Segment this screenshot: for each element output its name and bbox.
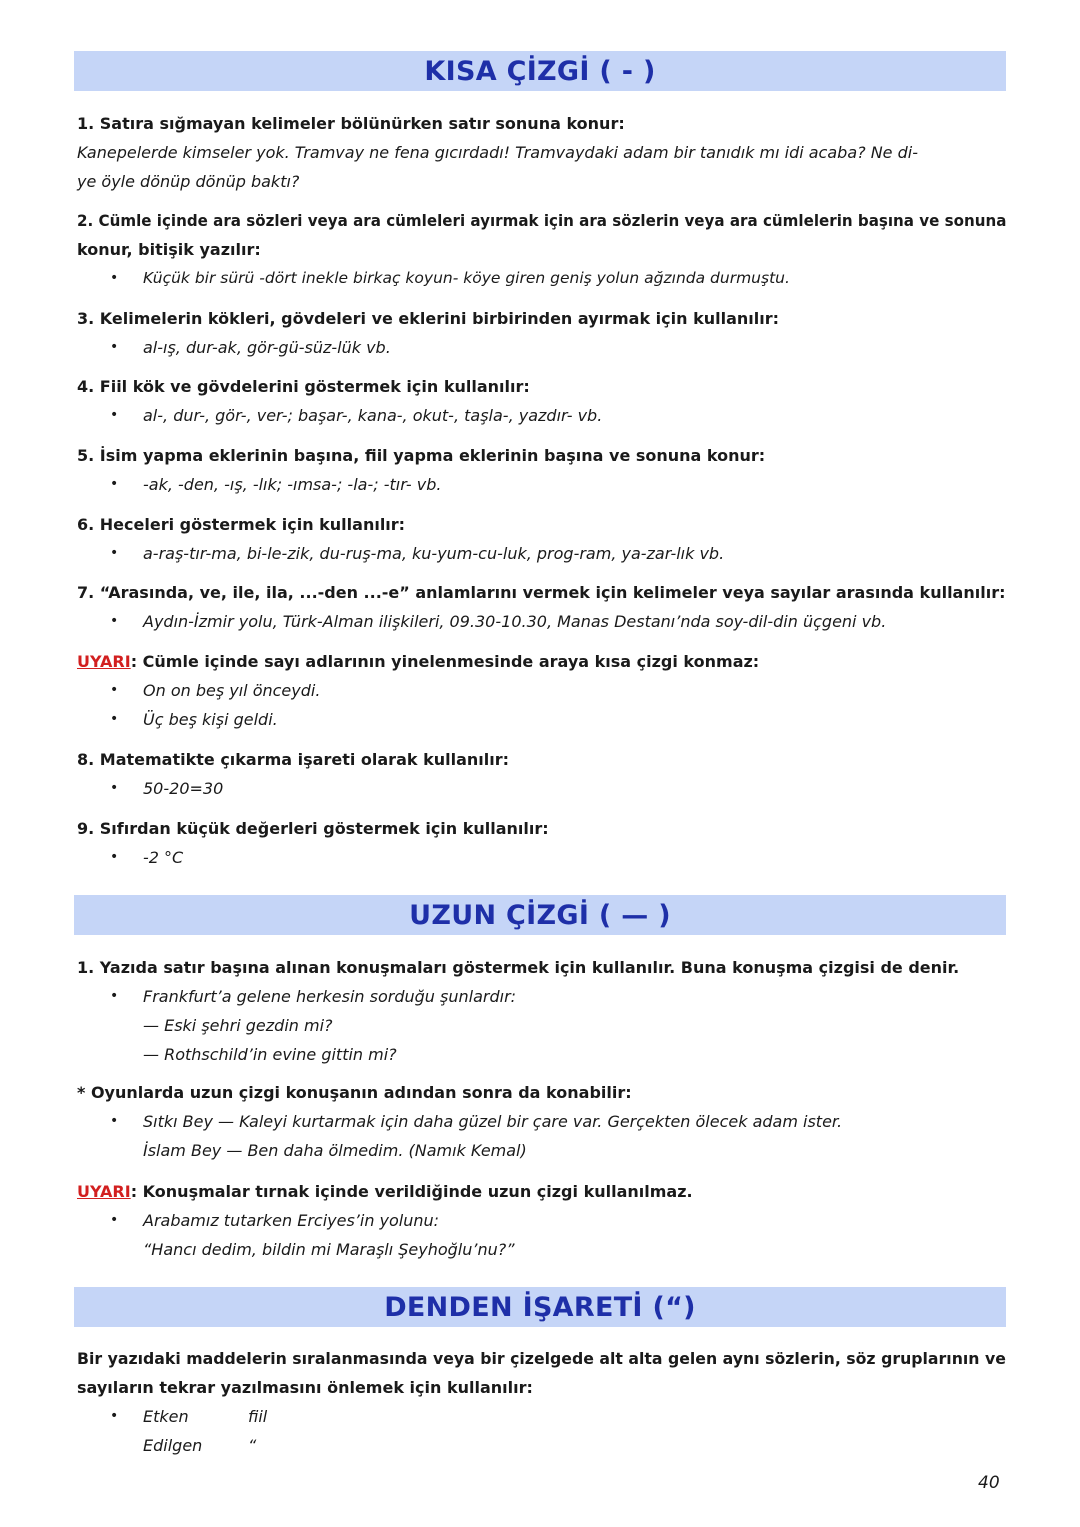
example-text: Kanepelerde kimseler yok. Tramvay ne fena gıcırdadı! Tramvaydaki adam bir tanıdık mı idi acaba? Ne di- [77, 143, 918, 162]
warning-text: : Cümle içinde sayı adlarının yinelenmesinde araya kısa çizgi konmaz: [130, 652, 760, 671]
bullet-icon: • [110, 1212, 119, 1228]
warning-label: UYARI [77, 652, 131, 671]
bullet-icon: • [110, 476, 119, 492]
bullet-icon: • [110, 711, 119, 727]
page-number: 40 [978, 1473, 1000, 1493]
rule-heading: Bir yazıdaki maddelerin sıralanmasında veya bir çizelgede alt alta gelen aynı sözlerin, söz gruplarının ve [77, 1349, 1006, 1368]
example-text: On on beş yıl önceydi. [143, 681, 321, 700]
bullet-icon: • [110, 339, 119, 355]
section-title: KISA ÇİZGİ ( - ) [424, 55, 656, 87]
example-text: — Rothschild’in evine gittin mi? [143, 1045, 397, 1064]
section-title: DENDEN İŞARETİ (“) [384, 1291, 696, 1323]
example-text: -2 °C [143, 848, 184, 867]
warning-text: : Konuşmalar tırnak içinde verildiğinde uzun çizgi kullanılmaz. [130, 1182, 693, 1201]
example-text: ye öyle dönüp dönüp baktı? [77, 172, 300, 191]
bullet-icon: • [110, 545, 119, 561]
example-text: “Hancı dedim, bildin mi Maraşlı Şeyhoğlu’nu?” [143, 1240, 515, 1259]
bullet-icon: • [110, 270, 119, 286]
rule-heading: 8. Matematikte çıkarma işareti olarak kullanılır: [77, 750, 509, 769]
example-text: al-ış, dur-ak, gör-gü-süz-lük vb. [143, 338, 391, 357]
section-header-denden-isareti [74, 1287, 1006, 1327]
rule-heading: 2. Cümle içinde ara sözleri veya ara cümleleri ayırmak için ara sözlerin veya ara cümlelerin başına ve sonuna [77, 211, 1007, 230]
rule-heading: * Oyunlarda uzun çizgi konuşanın adından sonra da konabilir: [77, 1083, 632, 1102]
rule-heading: sayıların tekrar yazılmasını önlemek için kullanılır: [77, 1378, 533, 1397]
warning-note [77, 1177, 693, 1206]
example-text: İslam Bey — Ben daha ölmedim. (Namık Kemal) [143, 1141, 527, 1160]
example-term: Etken [143, 1407, 189, 1426]
example-text: — Eski şehri gezdin mi? [143, 1016, 333, 1035]
rule-heading: 6. Heceleri göstermek için kullanılır: [77, 515, 406, 534]
rule-heading: konur, bitişik yazılır: [77, 240, 261, 259]
rule-heading: 7. “Arasında, ve, ile, ila, ...-den ...-e” anlamlarını vermek için kelimeler veya sayılar arasında kullanılır: [77, 583, 1006, 602]
section-title: UZUN ÇİZGİ ( — ) [409, 899, 671, 931]
example-text: Sıtkı Bey — Kaleyi kurtarmak için daha güzel bir çare var. Gerçekten ölecek adam ister. [143, 1112, 843, 1131]
rule-heading: 1. Yazıda satır başına alınan konuşmaları göstermek için kullanılır. Buna konuşma çizgisi de denir. [77, 958, 960, 977]
bullet-icon: • [110, 849, 119, 865]
section-header-kisa-cizgi [74, 51, 1006, 91]
example-text: 50-20=30 [143, 779, 224, 798]
rule-heading: 4. Fiil kök ve gövdelerini göstermek için kullanılır: [77, 377, 530, 396]
rule-heading: 3. Kelimelerin kökleri, gövdeleri ve eklerini birbirinden ayırmak için kullanılır: [77, 309, 780, 328]
example-row [143, 1431, 256, 1460]
example-text: Arabamız tutarken Erciyes’in yolunu: [143, 1211, 440, 1230]
warning-note [77, 647, 759, 676]
bullet-icon: • [110, 682, 119, 698]
example-text: a-raş-tır-ma, bi-le-zik, du-ruş-ma, ku-yum-cu-luk, prog-ram, ya-zar-lık vb. [143, 544, 725, 563]
example-text: al-, dur-, gör-, ver-; başar-, kana-, okut-, taşla-, yazdır- vb. [143, 406, 603, 425]
bullet-icon: • [110, 407, 119, 423]
example-text: Aydın-İzmir yolu, Türk-Alman ilişkileri, 09.30-10.30, Manas Destanı’nda soy-dil-din üçgeni vb. [143, 612, 887, 631]
example-text: Küçük bir sürü -dört inekle birkaç koyun- köye giren geniş yolun ağzında durmuştu. [143, 269, 790, 287]
rule-heading: 5. İsim yapma eklerinin başına, fiil yapma eklerinin başına ve sonuna konur: [77, 446, 766, 465]
bullet-icon: • [110, 613, 119, 629]
example-text: Frankfurt’a gelene herkesin sorduğu şunlardır: [143, 987, 517, 1006]
warning-label: UYARI [77, 1182, 131, 1201]
example-text: -ak, -den, -ış, -lık; -ımsa-; -la-; -tır- vb. [143, 475, 442, 494]
bullet-icon: • [110, 1113, 119, 1129]
rule-heading: 9. Sıfırdan küçük değerleri göstermek için kullanılır: [77, 819, 549, 838]
example-value: fiil [248, 1407, 268, 1426]
section-header-uzun-cizgi [74, 895, 1006, 935]
bullet-icon: • [110, 1408, 119, 1424]
example-row [143, 1402, 267, 1431]
example-value: “ [248, 1436, 257, 1455]
rule-heading: 1. Satıra sığmayan kelimeler bölünürken satır sonuna konur: [77, 114, 625, 133]
bullet-icon: • [110, 988, 119, 1004]
example-text: Üç beş kişi geldi. [143, 710, 278, 729]
example-term: Edilgen [143, 1436, 203, 1455]
bullet-icon: • [110, 780, 119, 796]
